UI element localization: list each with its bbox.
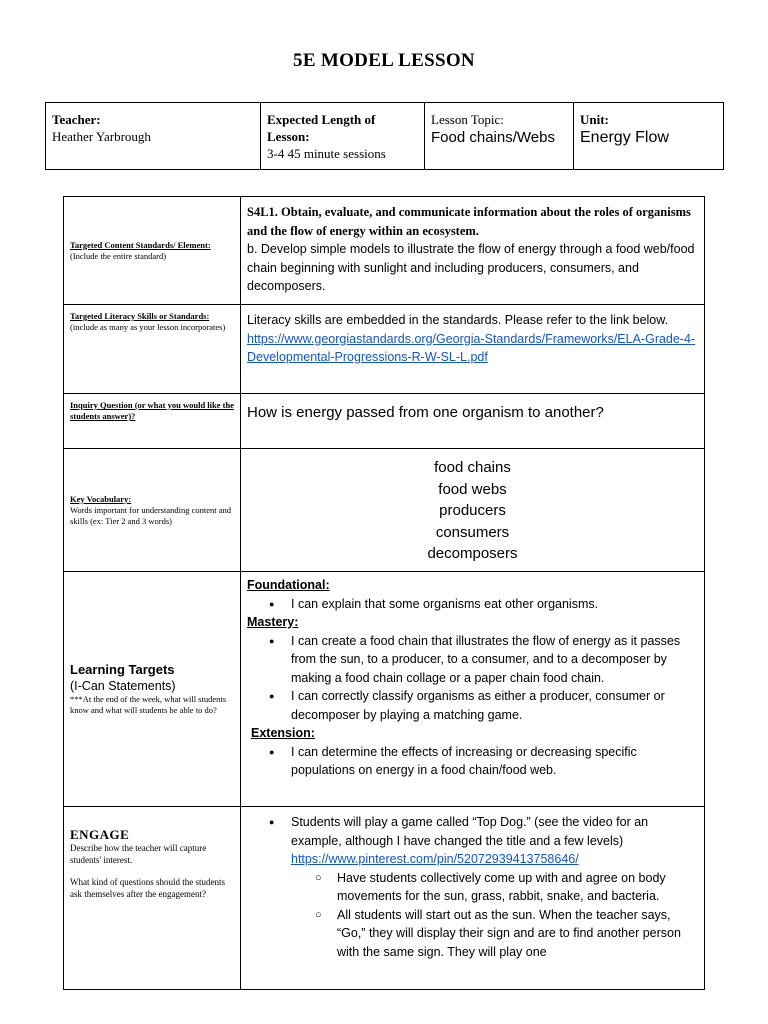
foundational-heading: Foundational:: [247, 578, 330, 592]
list-item: [291, 813, 698, 961]
vocabulary-label: Key Vocabulary:: [70, 493, 132, 504]
learning-targets-label-cell: [64, 572, 241, 807]
learning-targets-note: ***At the end of the week, what will students know and what will students be able to do?: [70, 694, 227, 715]
literacy-label-cell: [64, 305, 241, 394]
engage-label-cell: [64, 807, 241, 990]
vocab-word: food chains: [434, 459, 511, 476]
literacy-content-cell: [241, 305, 705, 394]
standards-note: (Include the entire standard): [70, 250, 167, 261]
vocab-word: food webs: [438, 480, 507, 498]
mastery-list: [247, 632, 698, 725]
engage-note: Describe how the teacher will capture students' interest.: [70, 843, 207, 865]
standards-label-cell: [64, 197, 241, 305]
vocab-word: decomposers: [427, 545, 518, 562]
literacy-text: Literacy skills are embedded in the standards. Please refer to the link below.: [247, 313, 669, 327]
pinterest-link[interactable]: https://www.pinterest.com/pin/52072939413758646/: [291, 852, 579, 866]
learning-targets-subtitle: (I-Can Statements): [70, 679, 176, 693]
literacy-row: [64, 305, 705, 394]
inquiry-label-cell: [64, 394, 241, 449]
list-item: ● I can explain that some organisms eat other organisms.: [291, 595, 698, 614]
standards-content-cell: [241, 197, 705, 305]
vocabulary-content-cell: [241, 449, 705, 572]
learning-targets-content-cell: [241, 572, 705, 807]
lesson-header-table: [45, 102, 724, 170]
vocab-word: producers: [439, 502, 506, 519]
engage-question-note: What kind of questions should the students ask themselves after the engagement?: [70, 877, 225, 899]
teacher-label: Teacher:: [52, 112, 101, 127]
engage-bullet-text: Students will play a game called “Top Dog.” (see the video for an example, although I have changed the title and a few levels): [291, 815, 649, 848]
teacher-name: Heather Yarbrough: [52, 129, 151, 144]
list-item: ● I can correctly classify organisms as either a producer, consumer or decomposer by playing a matching game.: [291, 687, 698, 724]
topic-label: Lesson Topic:: [431, 112, 504, 127]
unit-cell: [574, 103, 724, 170]
list-item: ○ Have students collectively come up with and agree on body movements for the sun, grass, rabbit, snake, and bacteria.: [337, 869, 698, 906]
standards-text: b. Develop simple models to illustrate the flow of energy through a food web/food chain beginning with sunlight and including producers, consumers, and decomposers.: [247, 242, 695, 293]
document-title: 5E MODEL LESSON: [293, 50, 475, 71]
lesson-plan-table: [63, 196, 705, 990]
vocabulary-note: Words important for understanding content and skills (ex: Tier 2 and 3 words): [70, 504, 232, 526]
literacy-note: (include as many as your lesson incorporates): [70, 322, 226, 332]
extension-heading: Extension:: [251, 726, 315, 740]
engage-row: [64, 807, 705, 990]
engage-label: ENGAGE: [70, 827, 130, 842]
inquiry-row: [64, 394, 705, 449]
extension-list: [247, 743, 698, 780]
vocabulary-row: [64, 449, 705, 572]
length-label: Expected Length of Lesson:: [267, 112, 376, 144]
learning-targets-label: Learning Targets: [70, 662, 175, 677]
vocab-word: consumers: [435, 523, 510, 541]
unit-value: Energy Flow: [580, 129, 669, 146]
standards-label: Targeted Content Standards/ Element:: [70, 239, 211, 250]
literacy-standards-link[interactable]: https://www.georgiastandards.org/Georgia-Standards/Frameworks/ELA-Grade-4-Developmental-Progressions-R-W-SL-L.pdf: [247, 331, 696, 364]
topic-value: Food chains/Webs: [431, 129, 555, 146]
literacy-label: Targeted Literacy Skills or Standards:: [70, 311, 210, 321]
inquiry-content-cell: [241, 394, 705, 449]
foundational-list: [247, 595, 698, 614]
list-item: ○ All students will start out as the sun. When the teacher says, “Go,” they will display their sign and are to find another person with the same sign. They will play one: [337, 906, 698, 962]
engage-list: [247, 813, 698, 961]
length-value: 3-4 45 minute sessions: [267, 146, 386, 161]
standards-heading: S4L1. Obtain, evaluate, and communicate information about the roles of organisms and the flow of energy within an ecosystem.: [247, 205, 691, 238]
list-item: ● I can determine the effects of increasing or decreasing specific populations on energy in a food chain/food web.: [291, 743, 698, 780]
inquiry-label: Inquiry Question (or what you would like the students answer)?: [70, 400, 234, 421]
unit-label: Unit:: [580, 112, 609, 127]
standards-row: [64, 197, 705, 305]
vocabulary-label-cell: [64, 449, 241, 572]
length-cell: [261, 103, 425, 170]
learning-targets-row: [64, 572, 705, 807]
mastery-heading: Mastery:: [247, 615, 299, 629]
engage-content-cell: [241, 807, 705, 990]
inquiry-question: How is energy passed from one organism to another?: [247, 404, 604, 421]
engage-sub-list: [291, 869, 698, 962]
list-item: ● I can create a food chain that illustrates the flow of energy as it passes from the sun, to a producer, to a consumer, and to a decomposer by making a food chain collage or a paper chain food chain.: [291, 632, 698, 688]
topic-cell: [425, 103, 574, 170]
teacher-cell: [46, 103, 261, 170]
